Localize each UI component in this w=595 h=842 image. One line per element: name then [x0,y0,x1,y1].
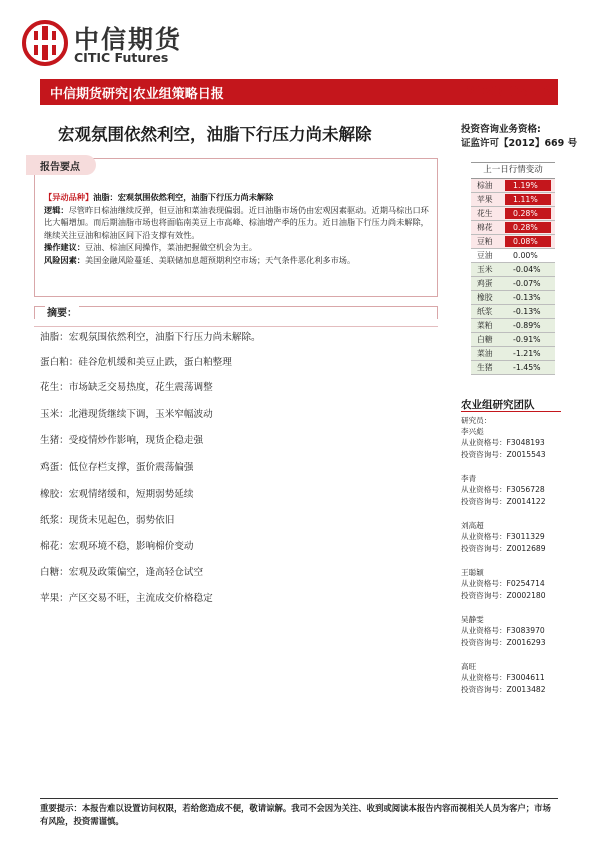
member-cert: 从业资格号：F3011329 [461,532,545,542]
table-row [471,263,555,277]
citic-logo-icon [22,20,68,66]
table-row [471,361,555,375]
team-member [461,567,546,601]
summary-item: 生猪：受疫情炒作影响，现货企稳走强 [40,435,204,446]
table-row [471,333,555,347]
row-name: 苹果 [477,195,493,204]
logic-text: 尽管昨日棕油继续反弹，但豆油和菜油表现偏弱。近日油脂市场仍由宏观因素驱动。近期马棕出口环比大幅增加。而后期油脂市场也将面临南美豆上市高峰、棕油增产季的压力。近日油脂下行压力尚未解除，继续关注豆油和棕油区间下沿支撑有效性。 [44,204,429,240]
risk-label: 风险因素： [44,254,85,265]
key-line [44,191,430,204]
row-value: -1.21% [513,349,541,358]
risk-line [44,254,430,267]
member-name: 高旺 [461,662,477,671]
row-name: 白糖 [477,335,493,344]
report-tag-label: 报告要点 [40,162,80,173]
member-name: 吴静雯 [461,615,484,624]
summary-item: 蛋白粕：硅谷危机缓和美豆止跌，蛋白粕整理 [40,357,232,368]
row-name: 生猪 [477,363,493,372]
footer-text: 本报告难以设置访问权限，若给您造成不便，敬请谅解。我司不会因为关注、收到或阅读本报告内容而视相关人员为客户；市场有风险，投资需谨慎。 [40,803,551,826]
report-date: 2023-03-16 [466,84,553,100]
summary-divider [34,326,438,327]
row-name: 菜粕 [477,321,493,330]
table-row [471,179,555,193]
logic-label: 逻辑： [44,204,69,215]
table-row [471,319,555,333]
team-member [461,426,546,460]
table-row [471,249,555,263]
report-text [44,191,430,267]
row-name: 鸡蛋 [477,279,493,288]
row-value: -0.07% [513,279,541,288]
row-value: 1.11% [505,194,551,205]
op-text: 豆油、棕油区间操作，菜油把握做空机会为主。 [84,242,257,253]
row-name: 橡胶 [477,293,493,302]
row-value: 1.19% [505,180,551,191]
footer-label: 重要提示： [40,803,82,813]
summary-item: 玉米：北港现货继续下调，玉米窄幅波动 [40,409,213,420]
member-cert: 从业资格号：F3048193 [461,438,545,448]
summary-box [34,306,438,319]
team-divider [461,411,561,412]
row-value: -0.04% [513,265,541,274]
row-value: -0.91% [513,335,541,344]
row-value: 0.08% [505,236,551,247]
team-member [461,614,546,648]
team-title: 农业组研究团队 [461,399,535,411]
team-member [461,661,546,695]
row-name: 豆油 [477,251,493,260]
table-row [471,347,555,361]
row-name: 花生 [477,209,493,218]
op-label: 操作建议： [44,242,85,253]
member-inv: 投资咨询号：Z0014122 [461,496,546,506]
row-value: -0.13% [513,293,541,302]
logo-text-en: CITIC Futures [74,50,169,65]
logo-text-cn: 中信期货 [74,25,183,54]
row-name: 纸浆 [477,307,493,316]
header-bar-title: 中信期货研究|农业组策略日报 [50,87,224,102]
company-logo [22,18,212,68]
license-label: 投资咨询业务资格: [461,124,541,135]
member-name: 刘高超 [461,521,484,530]
row-name: 玉米 [477,265,493,274]
license-number: 证监许可【2012】669 号 [461,138,578,149]
member-inv: 投资咨询号：Z0015543 [461,449,546,459]
member-name: 李青 [461,474,477,483]
row-value: 0.28% [505,208,551,219]
team-role: 研究员： [461,416,492,425]
member-inv: 投资咨询号：Z0002180 [461,590,546,600]
page-title: 宏观氛围依然利空，油脂下行压力尚未解除 [58,125,372,144]
member-inv: 投资咨询号：Z0012689 [461,543,546,553]
member-cert: 从业资格号：F3056728 [461,485,545,495]
row-name: 棕油 [477,181,493,190]
row-value: 0.00% [513,251,538,260]
member-cert: 从业资格号：F0254714 [461,579,545,589]
table-title: 上一日行情变动 [471,162,555,179]
summary-item: 棉花：宏观环境不稳，影响棉价变动 [40,541,194,552]
summary-item: 白糖：宏观及政策偏空，逢高轻仓试空 [40,567,204,578]
row-name: 菜油 [477,349,493,358]
summary-item: 苹果：产区交易不旺，主流成交价格稳定 [40,593,213,604]
table-row [471,207,555,221]
summary-item: 鸡蛋：低位存栏支撑，蛋价震荡偏强 [40,462,194,473]
table-row [471,291,555,305]
row-name: 棉花 [477,223,493,232]
op-line [44,241,430,254]
table-row [471,221,555,235]
report-tag [26,155,96,175]
member-cert: 从业资格号：F3004611 [461,673,545,683]
row-value: 0.28% [505,222,551,233]
summary-item: 橡胶：宏观情绪缓和，短期弱势延续 [40,489,194,500]
team-member [461,520,546,554]
risk-text: 美国金融风险蔓延、美联储加息超预期利空市场；天气条件恶化利多市场。 [84,254,356,265]
summary-item: 花生：市场缺乏交易热度，花生震荡调整 [40,382,213,393]
member-inv: 投资咨询号：Z0016293 [461,637,546,647]
market-change-table [471,162,555,375]
row-value: -0.89% [513,321,541,330]
summary-item: 油脂：宏观氛围依然利空，油脂下行压力尚未解除。 [40,332,261,343]
summary-label: 摘要： [45,304,79,319]
footer-disclaimer [40,798,558,827]
row-value: -0.13% [513,307,541,316]
member-cert: 从业资格号：F3083970 [461,626,545,636]
table-row [471,277,555,291]
member-name: 王聪颖 [461,568,484,577]
team-member [461,473,546,507]
table-row [471,305,555,319]
table-row [471,235,555,249]
table-row [471,193,555,207]
row-value: -1.45% [513,363,541,372]
row-name: 豆粕 [477,237,493,246]
summary-item: 纸浆：现货未见起色，弱势依旧 [40,515,175,526]
key-text: 油脂：宏观氛围依然利空，油脂下行压力尚未解除 [93,192,274,202]
member-inv: 投资咨询号：Z0013482 [461,684,546,694]
logic-line [44,204,430,242]
key-label: 【异动品种】 [44,192,94,202]
member-name: 李兴彪 [461,427,484,436]
